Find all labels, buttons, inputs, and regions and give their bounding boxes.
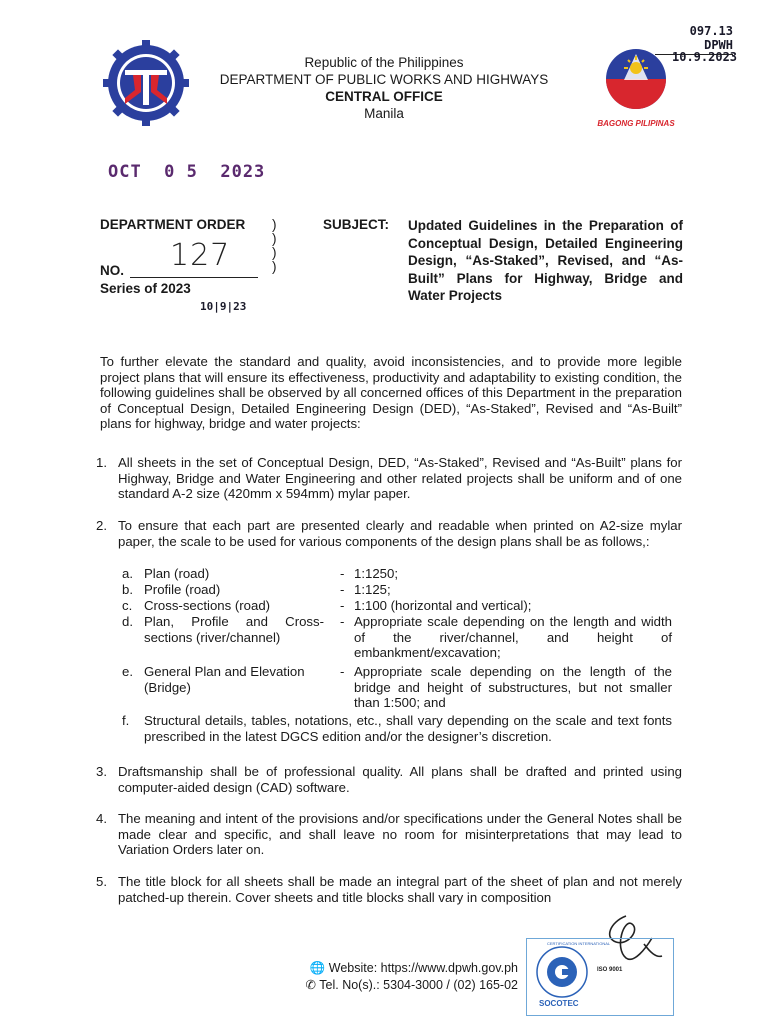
order-number: 127: [170, 238, 231, 273]
handwritten-signature-date: 10|9|23: [200, 300, 247, 313]
scale-row: [122, 664, 682, 712]
scale-row: [122, 582, 682, 598]
scale-component: Cross-sections (road): [144, 598, 271, 613]
item-4-number: 4.: [96, 811, 107, 826]
parentheses-column: ) ) ) ): [272, 217, 277, 274]
scale-row: [122, 566, 682, 582]
globe-icon: 🌐: [309, 961, 326, 975]
handwritten-date: 10.9.2023: [672, 50, 738, 64]
scale-component: Plan (road): [144, 566, 210, 581]
scale-letter: b.: [122, 582, 133, 597]
scale-dash: -: [340, 566, 345, 581]
scale-component: Profile (road): [144, 582, 221, 597]
socotec-ring-text: CERTIFICATION INTERNATIONAL: [547, 941, 611, 946]
subject-label: SUBJECT:: [323, 217, 390, 232]
subject-text: Updated Guidelines in the Preparation of Conceptual Design, Detailed Engineering Design, “As-Staked”, Revised, and “As-Built” Plans for Highway, Bridge and Water Projects: [408, 218, 683, 303]
department-name: DEPARTMENT OF PUBLIC WORKS AND HIGHWAYS: [219, 72, 549, 87]
item-1-number: 1.: [96, 455, 107, 470]
country-name: Republic of the Philippines: [304, 55, 464, 70]
item-4-text: The meaning and intent of the provisions and/or specifications under the General Notes shall be made clear and specific, and shall leave no room for misinterpretations that may lead to Variation Orders later on.: [118, 811, 682, 857]
scale-value: 1:125;: [354, 582, 391, 597]
phone-icon: ✆: [305, 978, 317, 992]
scale-letter: f.: [122, 713, 130, 728]
scale-f-text: Structural details, tables, notations, etc., shall vary depending on the scale and text fonts prescribed in the latest DGCS edition and/or the designer’s discretion.: [144, 713, 672, 744]
scale-value: Appropriate scale depending on the length of the bridge and height of substructures, but not smaller than 1:500; and: [354, 664, 672, 710]
scale-letter: c.: [122, 598, 133, 613]
order-number-label: NO.: [100, 263, 125, 278]
scale-value: Appropriate scale depending on the length and width of the river/channel, and height of embankment/excavation;: [354, 614, 672, 660]
order-label: DEPARTMENT ORDER: [100, 217, 246, 232]
item-5-number: 5.: [96, 874, 107, 889]
scale-dash: -: [340, 664, 345, 679]
scale-dash: -: [340, 598, 345, 613]
item-3-number: 3.: [96, 764, 107, 779]
footer-contact: [260, 960, 518, 994]
scale-component: General Plan and Elevation (Bridge): [144, 664, 305, 695]
scale-dash: -: [340, 582, 345, 597]
item-5-text: The title block for all sheets shall be made an integral part of the sheet of plan and not merely patched-up therein. Cover sheets and title blocks shall vary in composition: [118, 874, 682, 905]
item-2-text: To ensure that each part are presented clearly and readable when printed on A2-size mylar paper, the scale to be used for various components of the design plans shall be as follows,:: [118, 518, 682, 549]
item-3-text: Draftsmanship shall be of professional quality. All plans shall be drafted and printed using computer-aided design (CAD) software.: [118, 764, 682, 795]
order-series: Series of 2023: [100, 281, 191, 296]
receipt-stamp-date: OCT 0 5 2023: [108, 162, 266, 182]
scale-dash: -: [340, 614, 345, 629]
scale-letter: d.: [122, 614, 133, 629]
scale-value: 1:100 (horizontal and vertical);: [354, 598, 532, 613]
bagong-pilipinas-logo: [590, 46, 682, 126]
item-2-number: 2.: [96, 518, 107, 533]
order-number-line: [130, 277, 258, 278]
scale-letter: e.: [122, 664, 133, 679]
item-1-text: All sheets in the set of Conceptual Design, DED, “As-Staked”, Revised and “As-Built” plans for Highway, Bridge and Water Engineering and other related projects shall be uniform and of one standard A-2 size (420mm x 594mm) mylar paper.: [118, 455, 682, 501]
scale-component: Plan, Profile and Cross-sections (river/channel): [144, 614, 324, 645]
handwritten-ref: 097.13 DPWH: [655, 24, 733, 55]
scale-letter: a.: [122, 566, 133, 581]
office-name: CENTRAL OFFICE: [325, 89, 443, 104]
socotec-name: SOCOTEC: [539, 999, 579, 1008]
socotec-certification: [526, 938, 674, 1016]
socotec-badge-icon: [535, 945, 589, 999]
scale-value: 1:1250;: [354, 566, 398, 581]
scale-row: [122, 598, 682, 614]
socotec-iso: ISO 9001: [597, 967, 623, 973]
footer-website[interactable]: Website: https://www.dpwh.gov.ph: [328, 961, 518, 975]
intro-paragraph: To further elevate the standard and quality, avoid inconsistencies, and to provide more legible project plans that will ensure its effectiveness, productivity and adaptability to existing condition, the following guidelines shall be observed by all concerned offices of this Department in the preparation of Conceptual Design, Detailed Engineering Design (DED), “As-Staked”, Revised and “As-Built” plans for highway, bridge and water projects:: [100, 354, 682, 431]
scale-row: [122, 614, 682, 662]
bagong-pilipinas-caption: BAGONG PILIPINAS: [597, 119, 675, 128]
footer-phone: Tel. No(s).: 5304-3000 / (02) 165-02: [319, 978, 518, 992]
city-name: Manila: [364, 106, 404, 121]
